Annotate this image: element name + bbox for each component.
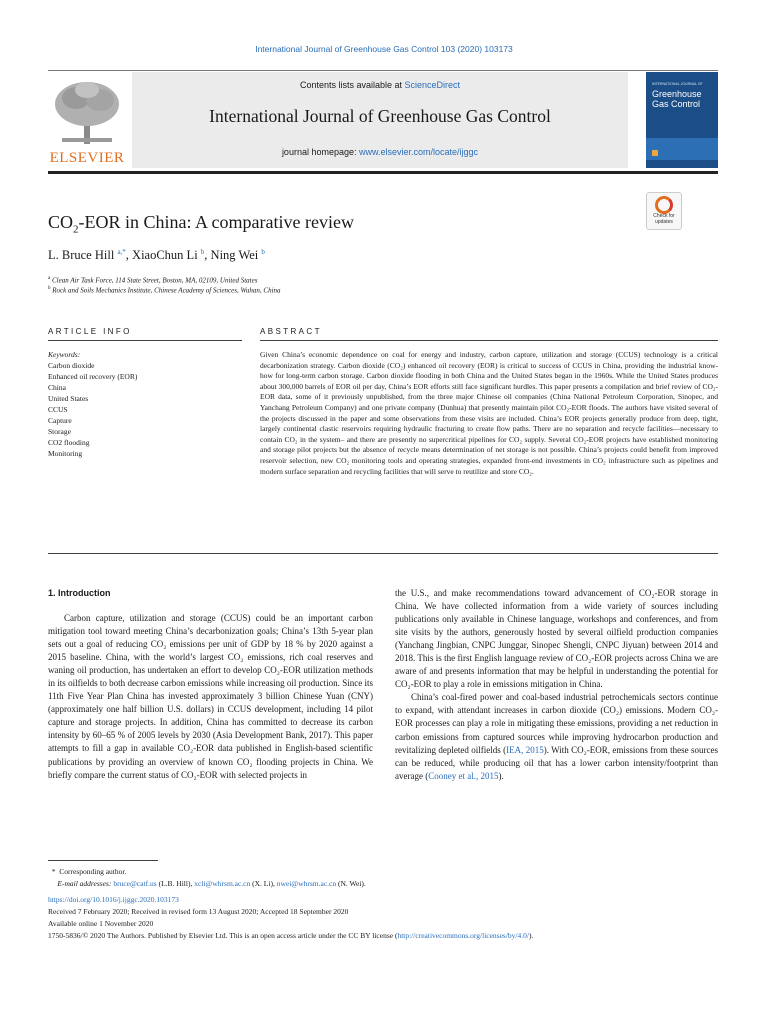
journal-cover-image[interactable] [646,72,718,168]
keyword: Enhanced oil recovery (EOR) [48,372,138,381]
keyword: CCUS [48,405,68,414]
header-bottom-rule [48,171,718,174]
abstract-rule [260,340,718,341]
affil-mark: a [48,276,51,281]
contents-prefix: Contents lists available at [299,80,405,90]
sciencedirect-link[interactable]: ScienceDirect [404,80,461,90]
homepage-prefix: journal homepage: [281,147,359,157]
keyword: United States [48,394,89,403]
footnote-rule [48,860,158,861]
paragraph-text: ). [498,770,504,781]
cover-stripe [646,138,718,160]
affiliation-a [48,276,257,284]
homepage-line [132,147,628,157]
abstract-text: Given China’s economic dependence on coal for energy and industry, carbon capture, utilization and storage (CCUS) technology is a critical decarbonization strategy. Carbon dioxide (CO₂) enhanced oil recovery (EOR) is critical to success of CCUS in China, providing the industrial know-how for long-term carbon storage. Carbon dioxide flooding in both China and the United States began in the 1960s. While the United States produces about 300,000 barrels of EOR oil per day, China’s EOR efforts still face significant hurdles. This paper presents a compilation and brief review of CO₂-EOR data, some of it previously unpublished, from the three major Chinese oil companies (China National Petroleum Corporation, Sinopec, and Yanchang Petroleum Company) and one private company (Dunhua) that presently maintain pilot CO₂-EOR floods. The authors have visited several of the projects discussed in the paper and some observations from these visits are included. China’s EOR projects generally produce from deep, tight, largely continental clastic reservoirs requiring hydraulic fracturing to create flow paths. There are no separation and recycle facilities—necessary to contain CO₂ in the system– and there are presently no supercritical pipelines for CO₂ supply. Several CO₂-EOR projects have established monitoring and storage pilot projects but the absence of recycle means determination of net storage is not possible. China’s projects could benefit from improved reservoir selection, new CO₂ monitoring tools and operating strategies, expanded front-end investments in CO₂ infrastructure such as pipelines and modern surface separation and recycling facilities that will serve to reutilize and store CO₂. [260,350,718,476]
keyword: Carbon dioxide [48,361,95,370]
available-online: Available online 1 November 2020 [48,919,154,928]
keyword: Capture [48,416,72,425]
introduction-heading: 1. Introduction [48,588,111,598]
title-part: CO [48,212,74,232]
check-updates-icon [655,196,673,214]
left-column [48,612,373,782]
license-text: 1750-5836/© 2020 The Authors. Published by Elsevier Ltd. This is an open access article under the CC BY license ( [48,931,398,940]
citation-link[interactable]: IEA, 2015 [506,744,544,755]
journal-title: International Journal of Greenhouse Gas Control [209,106,551,126]
cover-emblem [652,150,658,156]
title-part: -EOR in China: A comparative review [78,212,354,232]
footnotes [48,866,738,942]
email-link[interactable]: bruce@catf.us [113,879,157,888]
cover-subtitle: INTERNATIONAL JOURNAL OF [652,82,703,86]
elsevier-wordmark: ELSEVIER [49,150,125,166]
author-list: L. Bruce Hill $^{a,*}$, XiaoChun Li $^b$, Ning Wei $^b$ [48,248,265,263]
affil-text: Clean Air Task Force, 114 State Street, Boston, MA, 02109, United States [51,276,258,285]
title-subscript: 2 [73,223,79,236]
author-name[interactable]: L. Bruce Hill [48,248,115,263]
contents-line [132,80,628,90]
article-info-rule [48,340,242,341]
doi-link[interactable]: https://doi.org/10.1016/j.ijggc.2020.103173 [48,895,179,904]
email-addresses [48,878,738,890]
header-top-rule [48,70,718,71]
check-for-updates-button[interactable] [646,192,682,230]
citation-link[interactable]: Cooney et al., 2015 [428,770,499,781]
keyword: CO2 flooding [48,438,90,447]
corresponding-author-note [48,866,738,878]
intro-paragraph [395,691,718,782]
license-text: ). [528,931,534,940]
cover-title: Greenhouse Gas Control [652,89,702,109]
footnote-mark: * [51,867,56,876]
email-owner: (N. Wei). [336,879,366,888]
license-link[interactable]: http://creativecommons.org/licenses/by/4.0/ [397,931,529,940]
keyword: China [48,383,66,392]
received-dates: Received 7 February 2020; Received in revised form 13 August 2020; Accepted 18 September 2020 [48,907,349,916]
email-owner: (L.B. Hill), [156,879,195,888]
paragraph-text: China’s coal-fired power and coal-based industrial petrochemicals sectors continue to expand, with attendant increases in carbon dioxide (CO₂) emissions. Modern CO₂-EOR processes can play a role in mitigating these emissions, providing a net reduction in carbon emissions from captured sources while improving hydrocarbon production and revitalizing depleted oilfields ( [395,692,718,755]
affil-mark: b [48,286,51,291]
abstract-bottom-rule [48,553,718,554]
article-info-heading: ARTICLE INFO [48,327,132,336]
author-name[interactable]: Ning Wei [210,248,259,263]
intro-paragraph: Carbon capture, utilization and storage (CCUS) could be an important carbon mitigation tool toward meeting China’s decarbonization goals; China’s 13th 5-year plan sets out a goal of reducing CO₂ emissions per unit of GDP by 18 % by 2020 against a 2015 baseline. China, with the world’s largest CO₂ emissions, rich coal reserves and waning oil production, has undertaken an effort to develop CO₂-EOR utilization methods in its oilfields to both decrease carbon emissions while increasing oil production. Since its 11th Five Year Plan China has invested approximately 3 billion Chinese Yuan (CNY) (approximately one half billion U.S. dollars) in CCUS development, including 14 pilot capture and storage projects. In addition, China has committed to decrease its carbon intensity by 60–65 % of 2005 levels by 2030 (Asia Development Bank, 2017). This paper attempts to fill a gap in available CO₂-EOR data published in English-based scientific publications by providing an overview of known CO₂ flooding projects in China. We briefly compare the current status of CO₂-EOR with selected projects in [48,613,373,780]
license-line [48,930,738,942]
author-affil-mark[interactable]: a,* [117,248,126,256]
intro-paragraph: the U.S., and make recommendations toward advancement of CO₂-EOR storage in China. We have collected information from a wide variety of sources including publications only available in Chinese language, workshops and conferences, and from site visits by the authors, generously hosted by several oilfield production companies (Yanchang Jingbian, CNPC Junggar, Sinopec Shengli, CNPC Jiyuan) between 2014 and 2018. This is the first English language review of CO₂-EOR projects across China we are aware of and presents information that may be helpful in understanding the potential for CO₂-EOR to play a role in emissions mitigation in China. [395,588,718,690]
email-link[interactable]: xcli@whrsm.ac.cn [194,879,251,888]
author-affil-mark[interactable]: b [261,248,265,256]
right-column [395,587,718,783]
journal-reference[interactable]: International Journal of Greenhouse Gas Control 103 (2020) 103173 [255,44,513,54]
email-owner: (X. Li), [250,879,277,888]
abstract-heading: ABSTRACT [260,327,322,336]
article-title [48,212,354,236]
email-link[interactable]: nwei@whrsm.ac.cn [276,879,337,888]
check-updates-label: Check for updates [653,213,675,225]
affiliation-b [48,286,281,294]
email-label: E-mail addresses: [57,879,112,888]
keyword: Monitoring [48,449,83,458]
affil-text: Rock and Soils Mechanics Institute, Chinese Academy of Sciences, Wuhan, China [52,286,281,295]
keyword: Storage [48,427,71,436]
keywords-label: Keywords: [48,350,81,359]
author-affil-mark[interactable]: b [200,248,205,256]
paragraph-text: ). With CO₂-EOR, emissions from these sources can be reduced, while producing oil that has a lower carbon intensity/footprint than average ( [395,744,719,781]
footnote-text: Corresponding author. [59,867,127,876]
author-name[interactable]: XiaoChun Li [132,248,198,263]
homepage-link[interactable]: www.elsevier.com/locate/ijggc [359,147,479,157]
